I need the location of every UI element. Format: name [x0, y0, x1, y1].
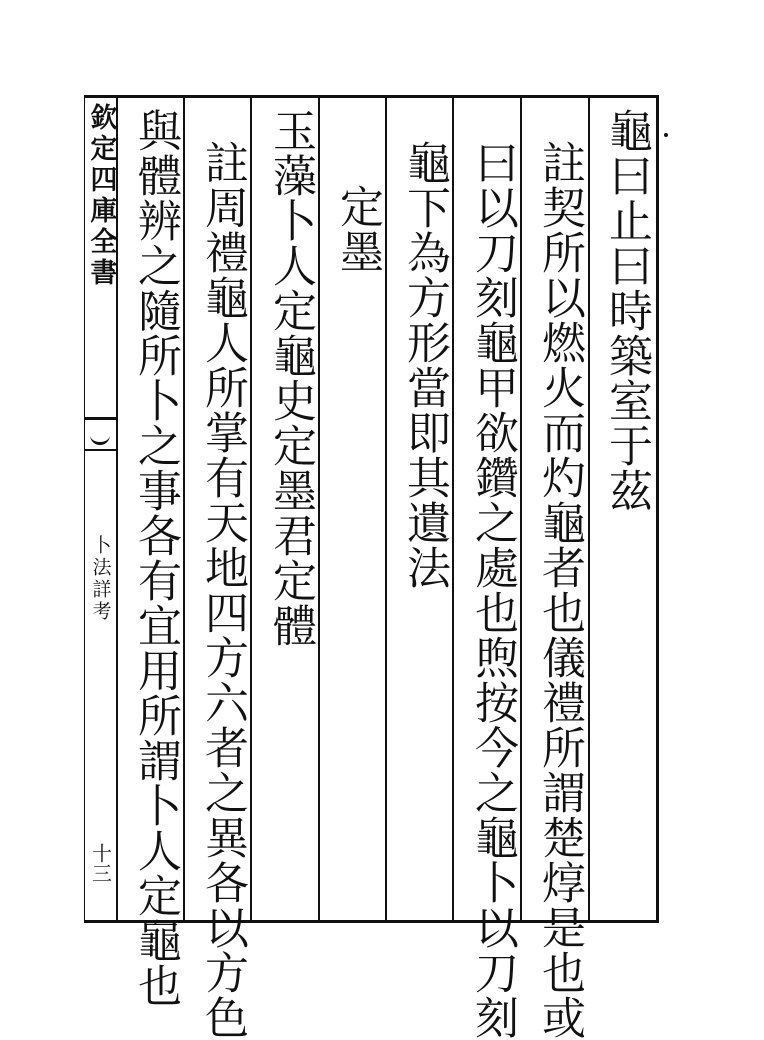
text-column-5: 定墨 — [332, 184, 383, 274]
text-column-7: 註周禮龜人所掌有天地四方六者之異各以方色 — [197, 140, 248, 1040]
text-column-6: 玉藻卜人定龜史定墨君定體 — [265, 108, 316, 648]
margin-gutter — [84, 95, 118, 923]
fish-tail-mark — [84, 417, 116, 451]
text-column-1: 龜曰止曰時築室于茲 — [601, 108, 652, 513]
text-column-3: 曰以刀刻龜甲欲鑽之處也煦按今之龜卜以刀刻 — [467, 140, 518, 1040]
page-number: 十三 — [88, 843, 113, 883]
column-rule — [318, 95, 320, 923]
ink-dot — [664, 133, 668, 137]
text-column-2: 註契所以燃火而灼龜者也儀禮所謂楚焞是也或 — [534, 140, 585, 1040]
book-title: 欽定四庫全書 — [85, 103, 117, 289]
text-column-8: 與體辨之隨所卜之事各有宜用所謂卜人定龜也 — [130, 108, 181, 1008]
column-rule — [452, 95, 454, 923]
section-title: 卜法詳考 — [89, 535, 112, 623]
column-rule — [183, 95, 185, 923]
column-rule — [520, 95, 522, 923]
text-column-4: 龜下為方形當即其遺法 — [399, 140, 450, 590]
column-rule — [588, 95, 590, 923]
column-rule — [250, 95, 252, 923]
column-rule — [385, 95, 387, 923]
